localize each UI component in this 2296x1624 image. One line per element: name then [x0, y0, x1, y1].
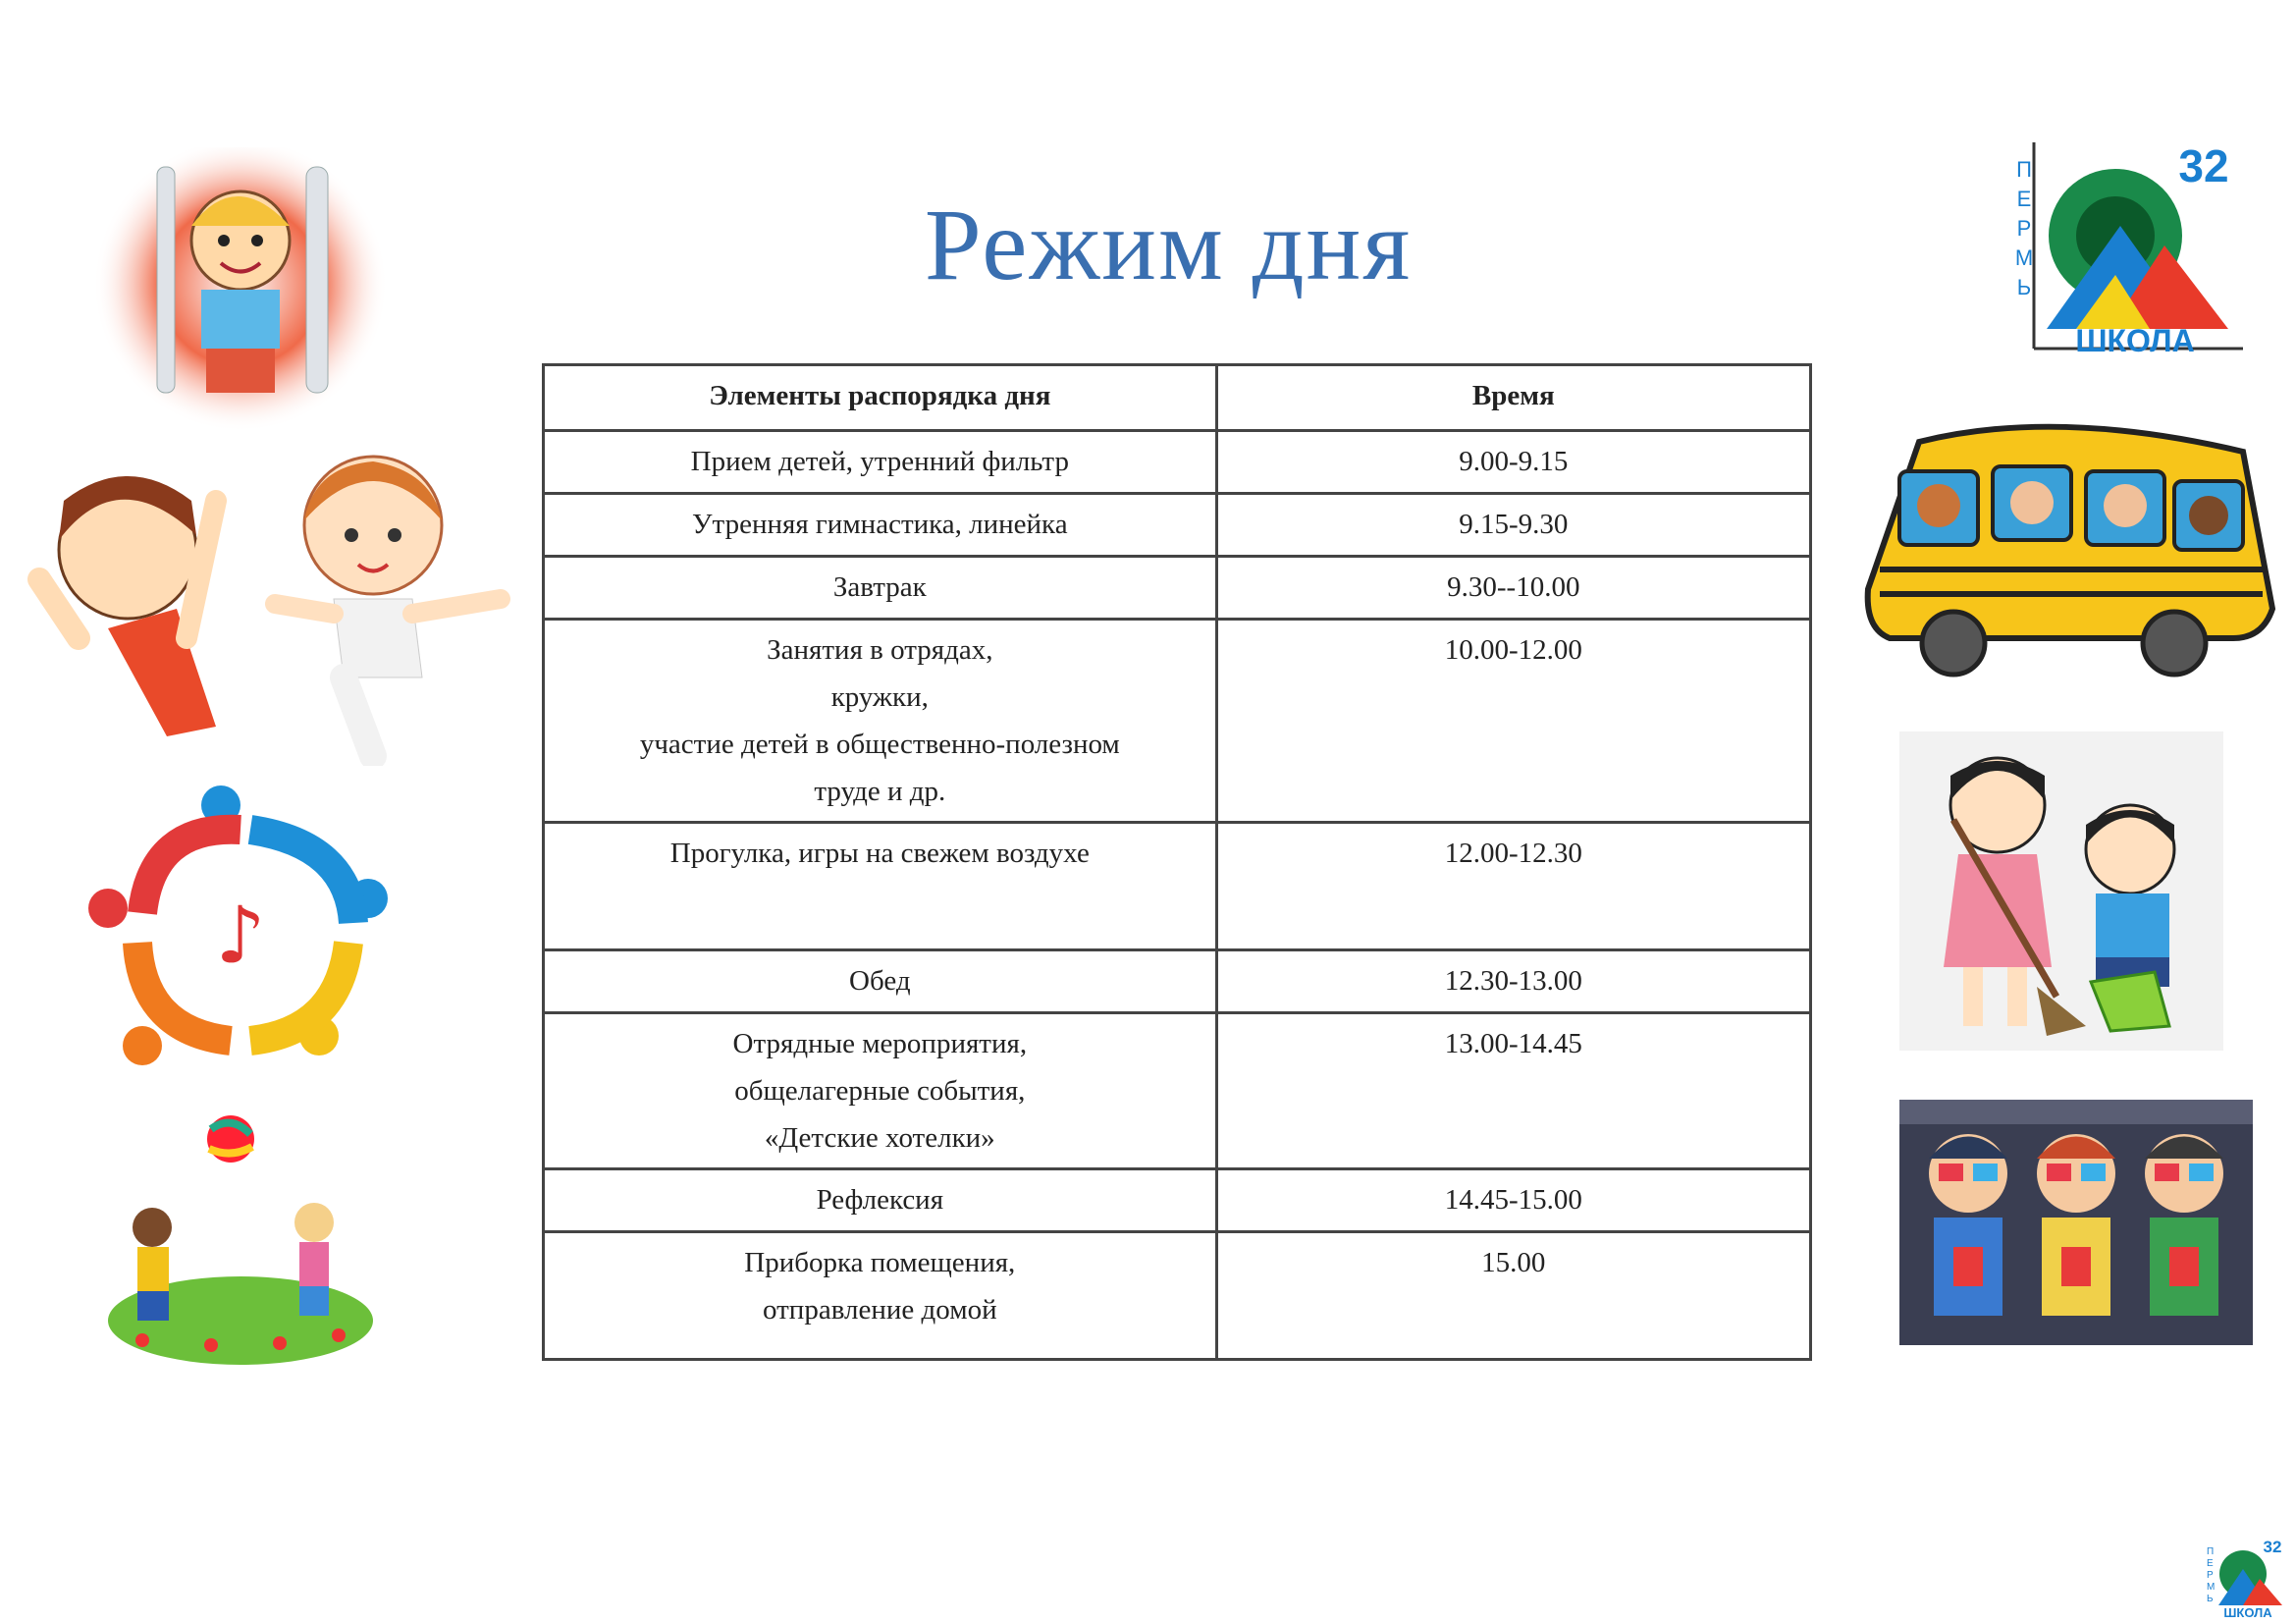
child-with-fork-spoon-illustration: [88, 147, 393, 432]
table-header-row: [544, 365, 1811, 431]
activity-cell: Утренняя гимнастика, линейка: [544, 494, 1217, 557]
time-cell: 9.00-9.15: [1216, 431, 1810, 494]
time-cell: 13.00-14.45: [1216, 1013, 1810, 1169]
time-cell: 10.00-12.00: [1216, 620, 1810, 823]
activity-cell: Приборка помещения, отправление домой: [544, 1232, 1217, 1360]
schedule-table: [542, 363, 1812, 1361]
column-header-time: Время: [1216, 365, 1810, 431]
activity-cell: Отрядные мероприятия, общелагерные события, «Детские хотелки»: [544, 1013, 1217, 1169]
school-32-small-logo: [2199, 1535, 2287, 1618]
table-row: [544, 431, 1811, 494]
school-32-logo: [2002, 137, 2248, 363]
time-cell: 12.30-13.00: [1216, 950, 1810, 1013]
small-logo-city-letter-5: Ь: [2207, 1594, 2214, 1604]
table-row: [544, 557, 1811, 620]
school-bus-illustration: [1860, 412, 2277, 697]
svg-text:♪: ♪: [215, 890, 266, 981]
table-row: [544, 1169, 1811, 1232]
small-logo-number: 32: [2263, 1538, 2282, 1556]
logo-city-letter-3: Р: [2016, 216, 2032, 241]
table-row: [544, 823, 1811, 950]
activity-cell: Прогулка, игры на свежем воздухе: [544, 823, 1217, 950]
activity-cell: Рефлексия: [544, 1169, 1217, 1232]
logo-city-letter-5: Ь: [2016, 275, 2032, 299]
table-row: [544, 1013, 1811, 1169]
table-row: [544, 1232, 1811, 1360]
small-logo-city-letter-4: М: [2207, 1582, 2216, 1593]
time-cell: 9.30--10.00: [1216, 557, 1810, 620]
small-logo-school-word: ШКОЛА: [2223, 1605, 2272, 1618]
table-row: [544, 620, 1811, 823]
small-logo-city-letter-1: П: [2207, 1546, 2215, 1557]
logo-city-letter-2: Е: [2016, 187, 2032, 211]
table-row: [544, 950, 1811, 1013]
activity-cell: Прием детей, утренний фильтр: [544, 431, 1217, 494]
logo-city-letter-1: П: [2016, 157, 2032, 182]
activity-cell: Обед: [544, 950, 1217, 1013]
kids-playing-ball-illustration: [103, 1110, 378, 1365]
logo-city-letter-4: М: [2014, 245, 2034, 270]
time-cell: 9.15-9.30: [1216, 494, 1810, 557]
table-row: [544, 494, 1811, 557]
logo-number: 32: [2178, 140, 2229, 191]
small-logo-city-letter-3: Р: [2207, 1570, 2214, 1581]
small-logo-city-letter-2: Е: [2207, 1558, 2214, 1569]
kids-exercising-illustration: [20, 442, 520, 766]
column-header-activity: Элементы распорядка дня: [544, 365, 1217, 431]
activity-cell: Завтрак: [544, 557, 1217, 620]
colorful-camp-emblem-illustration: [83, 785, 398, 1080]
kids-at-cinema-illustration: [1899, 1100, 2253, 1345]
time-cell: 12.00-12.30: [1216, 823, 1810, 950]
activity-cell: Занятия в отрядах, кружки, участие детей в общественно-полезном труде и др.: [544, 620, 1217, 823]
logo-school-word: ШКОЛА: [2075, 323, 2195, 358]
time-cell: 15.00: [1216, 1232, 1810, 1360]
page-title: Режим дня: [924, 189, 1413, 301]
time-cell: 14.45-15.00: [1216, 1169, 1810, 1232]
kids-cleaning-illustration: [1899, 731, 2223, 1051]
